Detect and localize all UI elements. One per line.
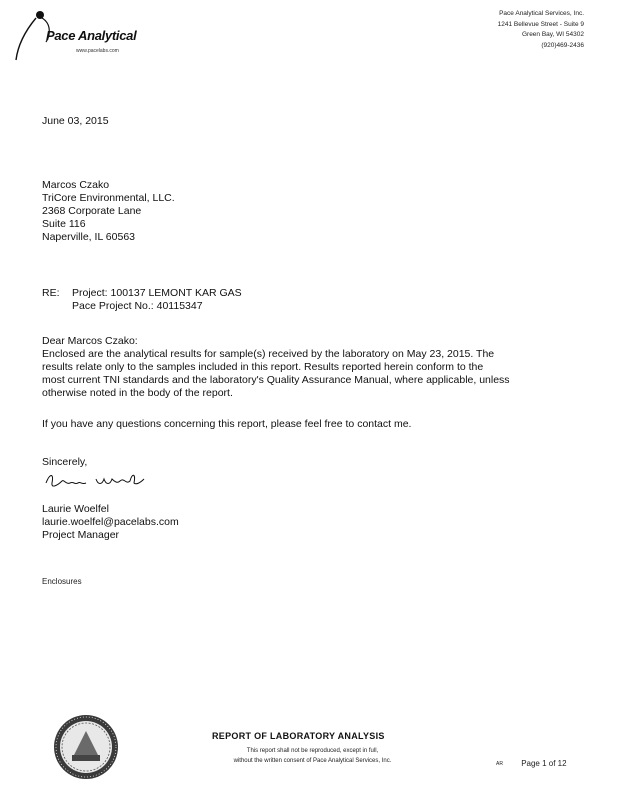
company-line: (920)469-2436 xyxy=(541,41,584,49)
letter-date: June 03, 2015 xyxy=(42,115,109,127)
logo-url: www.pacelabs.com xyxy=(76,48,119,54)
company-line: Pace Analytical Services, Inc. xyxy=(499,10,584,17)
company-line: 1241 Bellevue Street - Suite 9 xyxy=(497,20,584,28)
footer-note-line: This report shall not be reproduced, except in full, xyxy=(246,748,379,754)
subject-block xyxy=(42,287,242,313)
company-line: Green Bay, WI 54302 xyxy=(521,31,584,38)
recipient-address xyxy=(42,179,175,244)
accreditation-seal-icon xyxy=(52,713,120,781)
recipient-line: Marcos Czako xyxy=(42,179,110,191)
body-paragraph-1 xyxy=(42,348,562,400)
footer-note-line: without the written consent of Pace Analytical Services, Inc. xyxy=(233,758,392,764)
pace-project-line: Pace Project No.: 40115347 xyxy=(72,300,203,312)
recipient-line: Naperville, IL 60563 xyxy=(42,231,136,243)
re-label: RE: xyxy=(42,287,60,299)
signer-name: Laurie Woelfel xyxy=(42,503,109,515)
logo-text: Pace Analytical xyxy=(46,28,137,43)
paragraph-line: otherwise noted in the body of the report. xyxy=(42,387,233,399)
enclosures-note: Enclosures xyxy=(42,577,82,586)
signer-title: Project Manager xyxy=(42,529,120,541)
footer-disclaimer xyxy=(205,746,420,766)
company-address xyxy=(498,9,584,51)
signer-email: laurie.woelfel@pacelabs.com xyxy=(42,516,179,528)
recipient-line: TriCore Environmental, LLC. xyxy=(42,192,175,204)
footer-page-info xyxy=(496,759,567,768)
salutation: Dear Marcos Czako: xyxy=(42,335,138,347)
recipient-line: Suite 116 xyxy=(42,218,86,230)
recipient-line: 2368 Corporate Lane xyxy=(42,205,142,217)
paragraph-line: Enclosed are the analytical results for sample(s) received by the laboratory on May 23, 2015. The xyxy=(42,348,495,360)
footer-code: AR xyxy=(496,760,503,767)
closing: Sincerely, xyxy=(42,456,88,468)
paragraph-line: most current TNI standards and the laboratory's Quality Assurance Manual, where applicable, unless xyxy=(42,374,510,386)
handwritten-signature xyxy=(44,469,154,493)
signer-block xyxy=(42,503,179,542)
paragraph-line: results relate only to the samples included in this report. Results reported herein conform to the xyxy=(42,361,484,373)
project-line: Project: 100137 LEMONT KAR GAS xyxy=(72,287,242,299)
page-number: Page 1 of 12 xyxy=(521,759,567,768)
footer-report-title: REPORT OF LABORATORY ANALYSIS xyxy=(212,731,385,741)
pace-analytical-logo xyxy=(12,8,162,68)
body-paragraph-2: If you have any questions concerning this report, please feel free to contact me. xyxy=(42,418,412,430)
